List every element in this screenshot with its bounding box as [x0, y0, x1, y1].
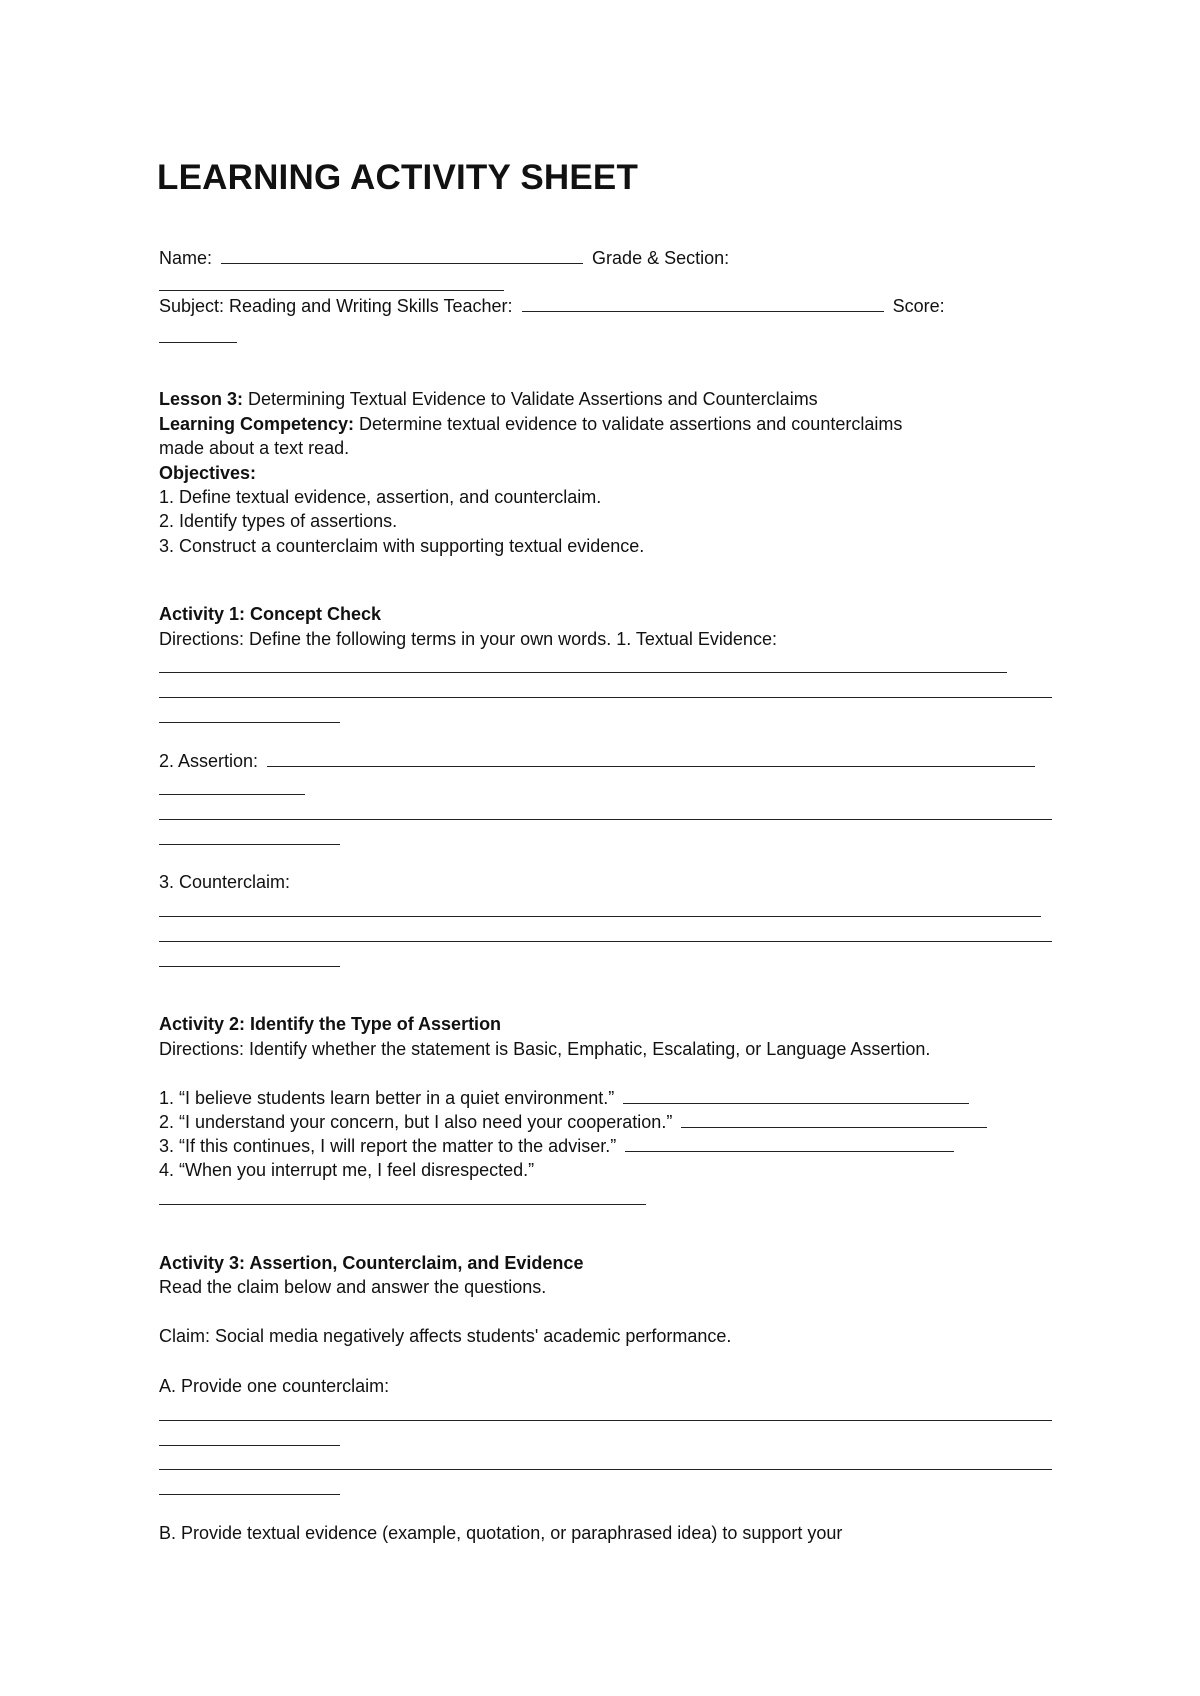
- answer-line[interactable]: [159, 941, 1052, 942]
- answer-line[interactable]: [159, 819, 1052, 820]
- lesson-line: [159, 388, 818, 410]
- answer-line[interactable]: [623, 1087, 969, 1104]
- subject-teacher-label: Subject: Reading and Writing Skills Teacher:: [159, 296, 513, 316]
- lesson-text: Determining Textual Evidence to Validate Assertions and Counterclaims: [248, 389, 818, 409]
- answer-line[interactable]: [159, 1204, 646, 1205]
- question-b: B. Provide textual evidence (example, quotation, or paraphrased idea) to support your: [159, 1523, 843, 1543]
- answer-line[interactable]: [159, 916, 1041, 917]
- answer-line[interactable]: [267, 750, 1035, 767]
- answer-line[interactable]: [681, 1111, 987, 1128]
- competency-label: Learning Competency:: [159, 414, 355, 434]
- activity1-heading: Activity 1: Concept Check: [159, 604, 382, 624]
- assertion-statement: 3. “If this continues, I will report the matter to the adviser.”: [159, 1136, 617, 1156]
- score-field[interactable]: [159, 342, 237, 343]
- assertion-statement: 1. “I believe students learn better in a quiet environment.”: [159, 1088, 615, 1108]
- assertion-item: [159, 1135, 954, 1157]
- answer-line[interactable]: [159, 794, 305, 795]
- activity2-directions: Directions: Identify whether the statement is Basic, Emphatic, Escalating, or Language Assertion.: [159, 1039, 931, 1059]
- activity3-heading: Activity 3: Assertion, Counterclaim, and Evidence: [159, 1253, 584, 1273]
- answer-line[interactable]: [159, 697, 1052, 698]
- grade-section-field[interactable]: [159, 290, 504, 291]
- answer-line[interactable]: [159, 966, 340, 967]
- activity3-intro: Read the claim below and answer the questions.: [159, 1277, 547, 1297]
- answer-line[interactable]: [159, 844, 340, 845]
- objectives-label: Objectives:: [159, 463, 257, 483]
- answer-line[interactable]: [159, 1445, 340, 1446]
- answer-line[interactable]: [625, 1135, 954, 1152]
- lesson-label: Lesson 3:: [159, 389, 244, 409]
- activity2-heading: Activity 2: Identify the Type of Assertion: [159, 1014, 502, 1034]
- assertion-item: [159, 1087, 969, 1109]
- answer-line[interactable]: [159, 1469, 1052, 1470]
- answer-line[interactable]: [159, 1494, 340, 1495]
- objective-item: 1. Define textual evidence, assertion, and counterclaim.: [159, 487, 602, 507]
- name-label: Name:: [159, 248, 213, 268]
- grade-section-label: Grade & Section:: [592, 248, 730, 268]
- assertion-item: [159, 1111, 987, 1133]
- subject-row: [159, 295, 945, 317]
- competency-text: Determine textual evidence to validate assertions and counterclaims: [359, 414, 903, 434]
- objective-item: 2. Identify types of assertions.: [159, 511, 398, 531]
- claim-text: Claim: Social media negatively affects students' academic performance.: [159, 1326, 732, 1346]
- answer-line[interactable]: [159, 672, 1007, 673]
- score-label: Score:: [892, 296, 945, 316]
- name-row: [159, 247, 729, 269]
- activity1-directions: Directions: Define the following terms in your own words. 1. Textual Evidence:: [159, 629, 777, 649]
- competency-line: [159, 413, 902, 435]
- activity1-item2: [159, 750, 1035, 772]
- objective-item: 3. Construct a counterclaim with supporting textual evidence.: [159, 536, 645, 556]
- answer-line[interactable]: [159, 722, 340, 723]
- assertion-item: 4. “When you interrupt me, I feel disrespected.”: [159, 1160, 535, 1180]
- assertion-statement: 2. “I understand your concern, but I also need your cooperation.”: [159, 1112, 673, 1132]
- page-title: LEARNING ACTIVITY SHEET: [157, 158, 639, 197]
- assertion-label: 2. Assertion:: [159, 751, 259, 771]
- teacher-field[interactable]: [522, 295, 884, 312]
- competency-text-cont: made about a text read.: [159, 438, 350, 458]
- name-field[interactable]: [221, 247, 583, 264]
- answer-line[interactable]: [159, 1420, 1052, 1421]
- question-a: A. Provide one counterclaim:: [159, 1376, 390, 1396]
- activity1-item3: 3. Counterclaim:: [159, 872, 291, 892]
